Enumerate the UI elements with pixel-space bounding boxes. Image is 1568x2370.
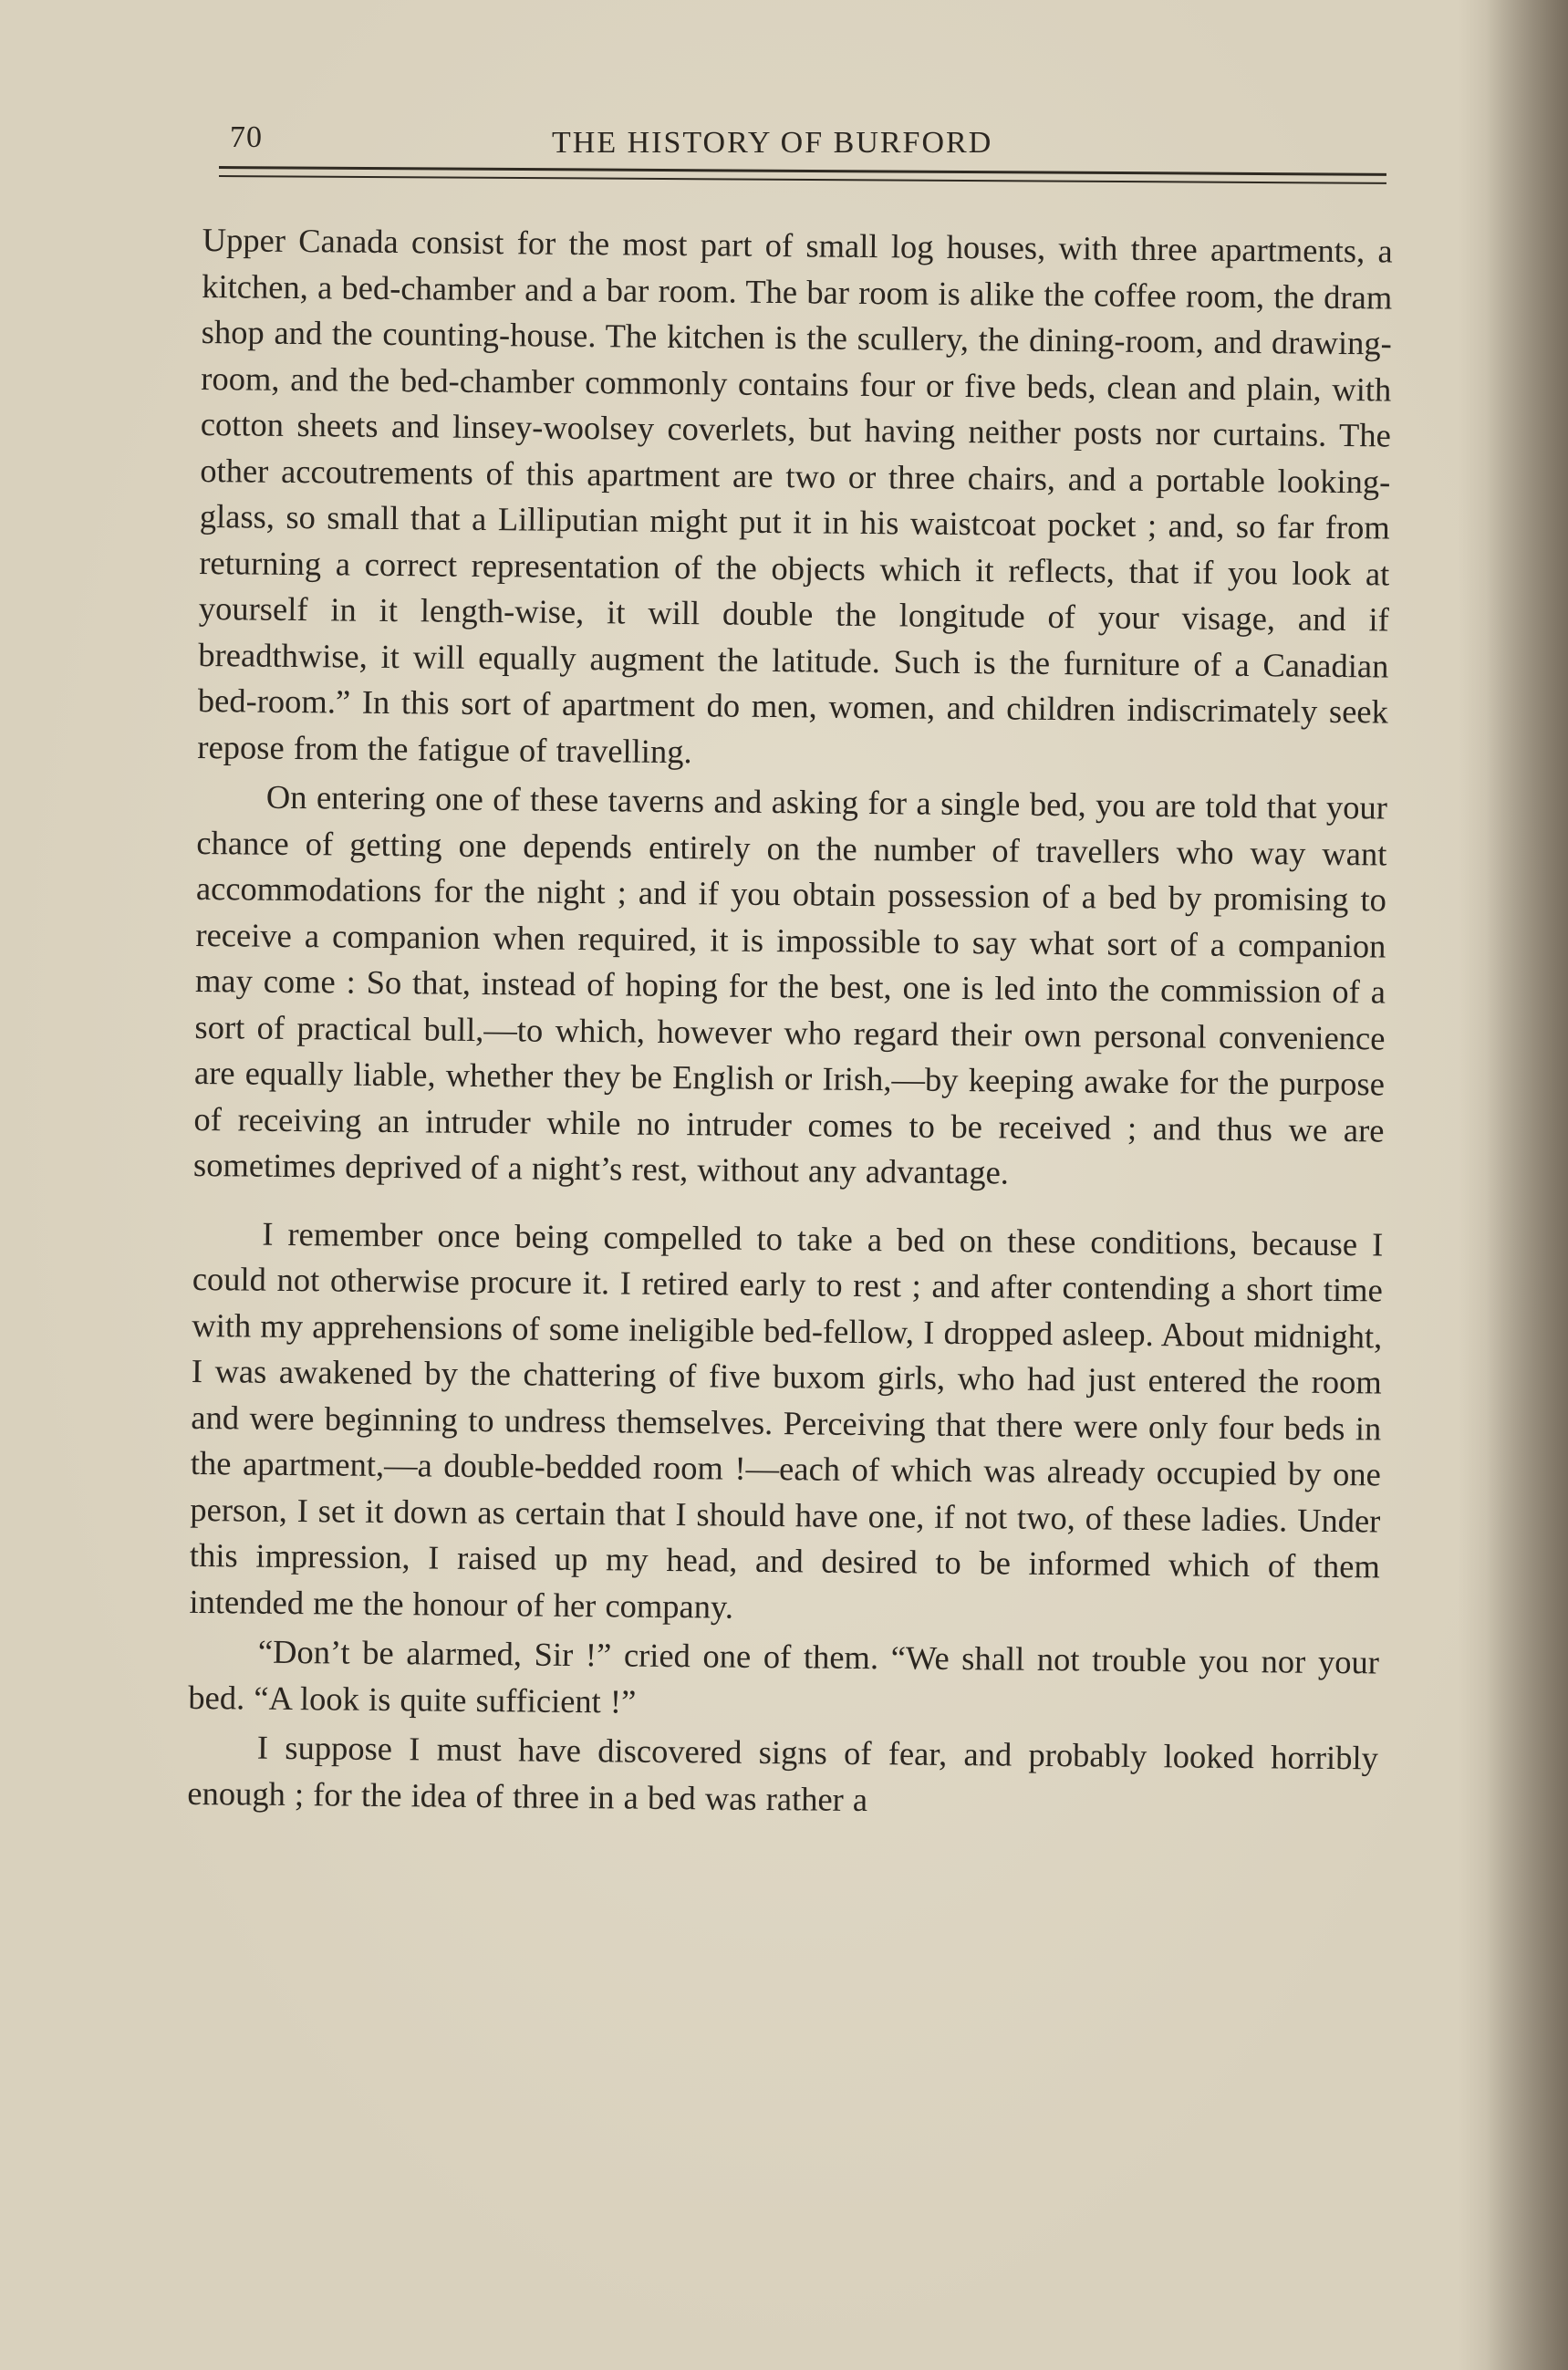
paragraph-suppose: I suppose I must have discovered signs of fear, and probably looked horribly enough ; for the idea of three in a bed was rather a — [187, 1728, 1379, 1818]
body-text — [187, 217, 1393, 1827]
paragraph-dialogue: “Don’t be alarmed, Sir !” cried one of them. “We shall not trouble you nor your bed. “A look is quite sufficient !” — [188, 1632, 1380, 1720]
page-number: 70 — [230, 120, 263, 154]
running-head — [228, 117, 1386, 172]
paragraph-taverns: On entering one of these taverns and asking for a single bed, you are told that your chance of getting one depends entirely on the number of travellers who way want accommodations for the night ; and if you obtain possession of a bed by promising to receive a companion when required, it is impossible to say what sort of a companion may come : So that, instead of hoping for the best, one is led into the commission of a sort of practical bull,—to which, however who regard their own personal convenience are equally liable, whether they be English or Irish,—by keeping awake for the purpose of receiving an intruder while no intruder comes to be received ; and thus we are sometimes deprived of a night’s rest, without any advantage. — [192, 777, 1388, 1191]
binding-shadow — [1486, 0, 1568, 2370]
book-title: THE HISTORY OF BURFORD — [552, 126, 993, 160]
header-rule-thin — [219, 175, 1386, 184]
paragraph-continued: Upper Canada consist for the most part of small log houses, with three apartments, a kitchen, a bed-chamber and a bar room. The bar room is alike the coffee room, the dram shop and the counting-house. The kitchen is the scullery, the dining-room, and drawing-room, and the bed-chamber commonly contains four or five beds, clean and plain, with cotton sheets and linsey-woolsey coverlets, but having neither posts nor curtains. The other accoutrements of this apartment are two or three chairs, and a portable looking-glass, so small that a Lilliputian might put it in his waistcoat pocket ; and, so far from returning a correct representation of the objects which it reflects, that if you look at yourself in it length-wise, it will double the longitude of your visage, and if breadthwise, it will equally augment the latitude. Such is the furniture of a Canadian bed-room.” In this sort of apartment do men, women, and children indiscrimately seek repose from the fatigue of travelling. — [197, 220, 1393, 770]
paragraph-remember: I remember once being compelled to take a bed on these conditions, because I could not otherwise procure it. I retired early to rest ; and after contending a short time with my apprehensions of some ineligible bed-fellow, I dropped asleep. About midnight, I was awakened by the chattering of five buxom girls, who had just entered the room and were beginning to undress themselves. Perceiving that there were only four beds in the apartment,—a double-bedded room !—each of which was already occupied by one person, I set it down as certain that I should have one, if not two, of these ladies. Under this impression, I raised up my head, and desired to be informed which of them intended me the honour of her company. — [189, 1214, 1384, 1626]
